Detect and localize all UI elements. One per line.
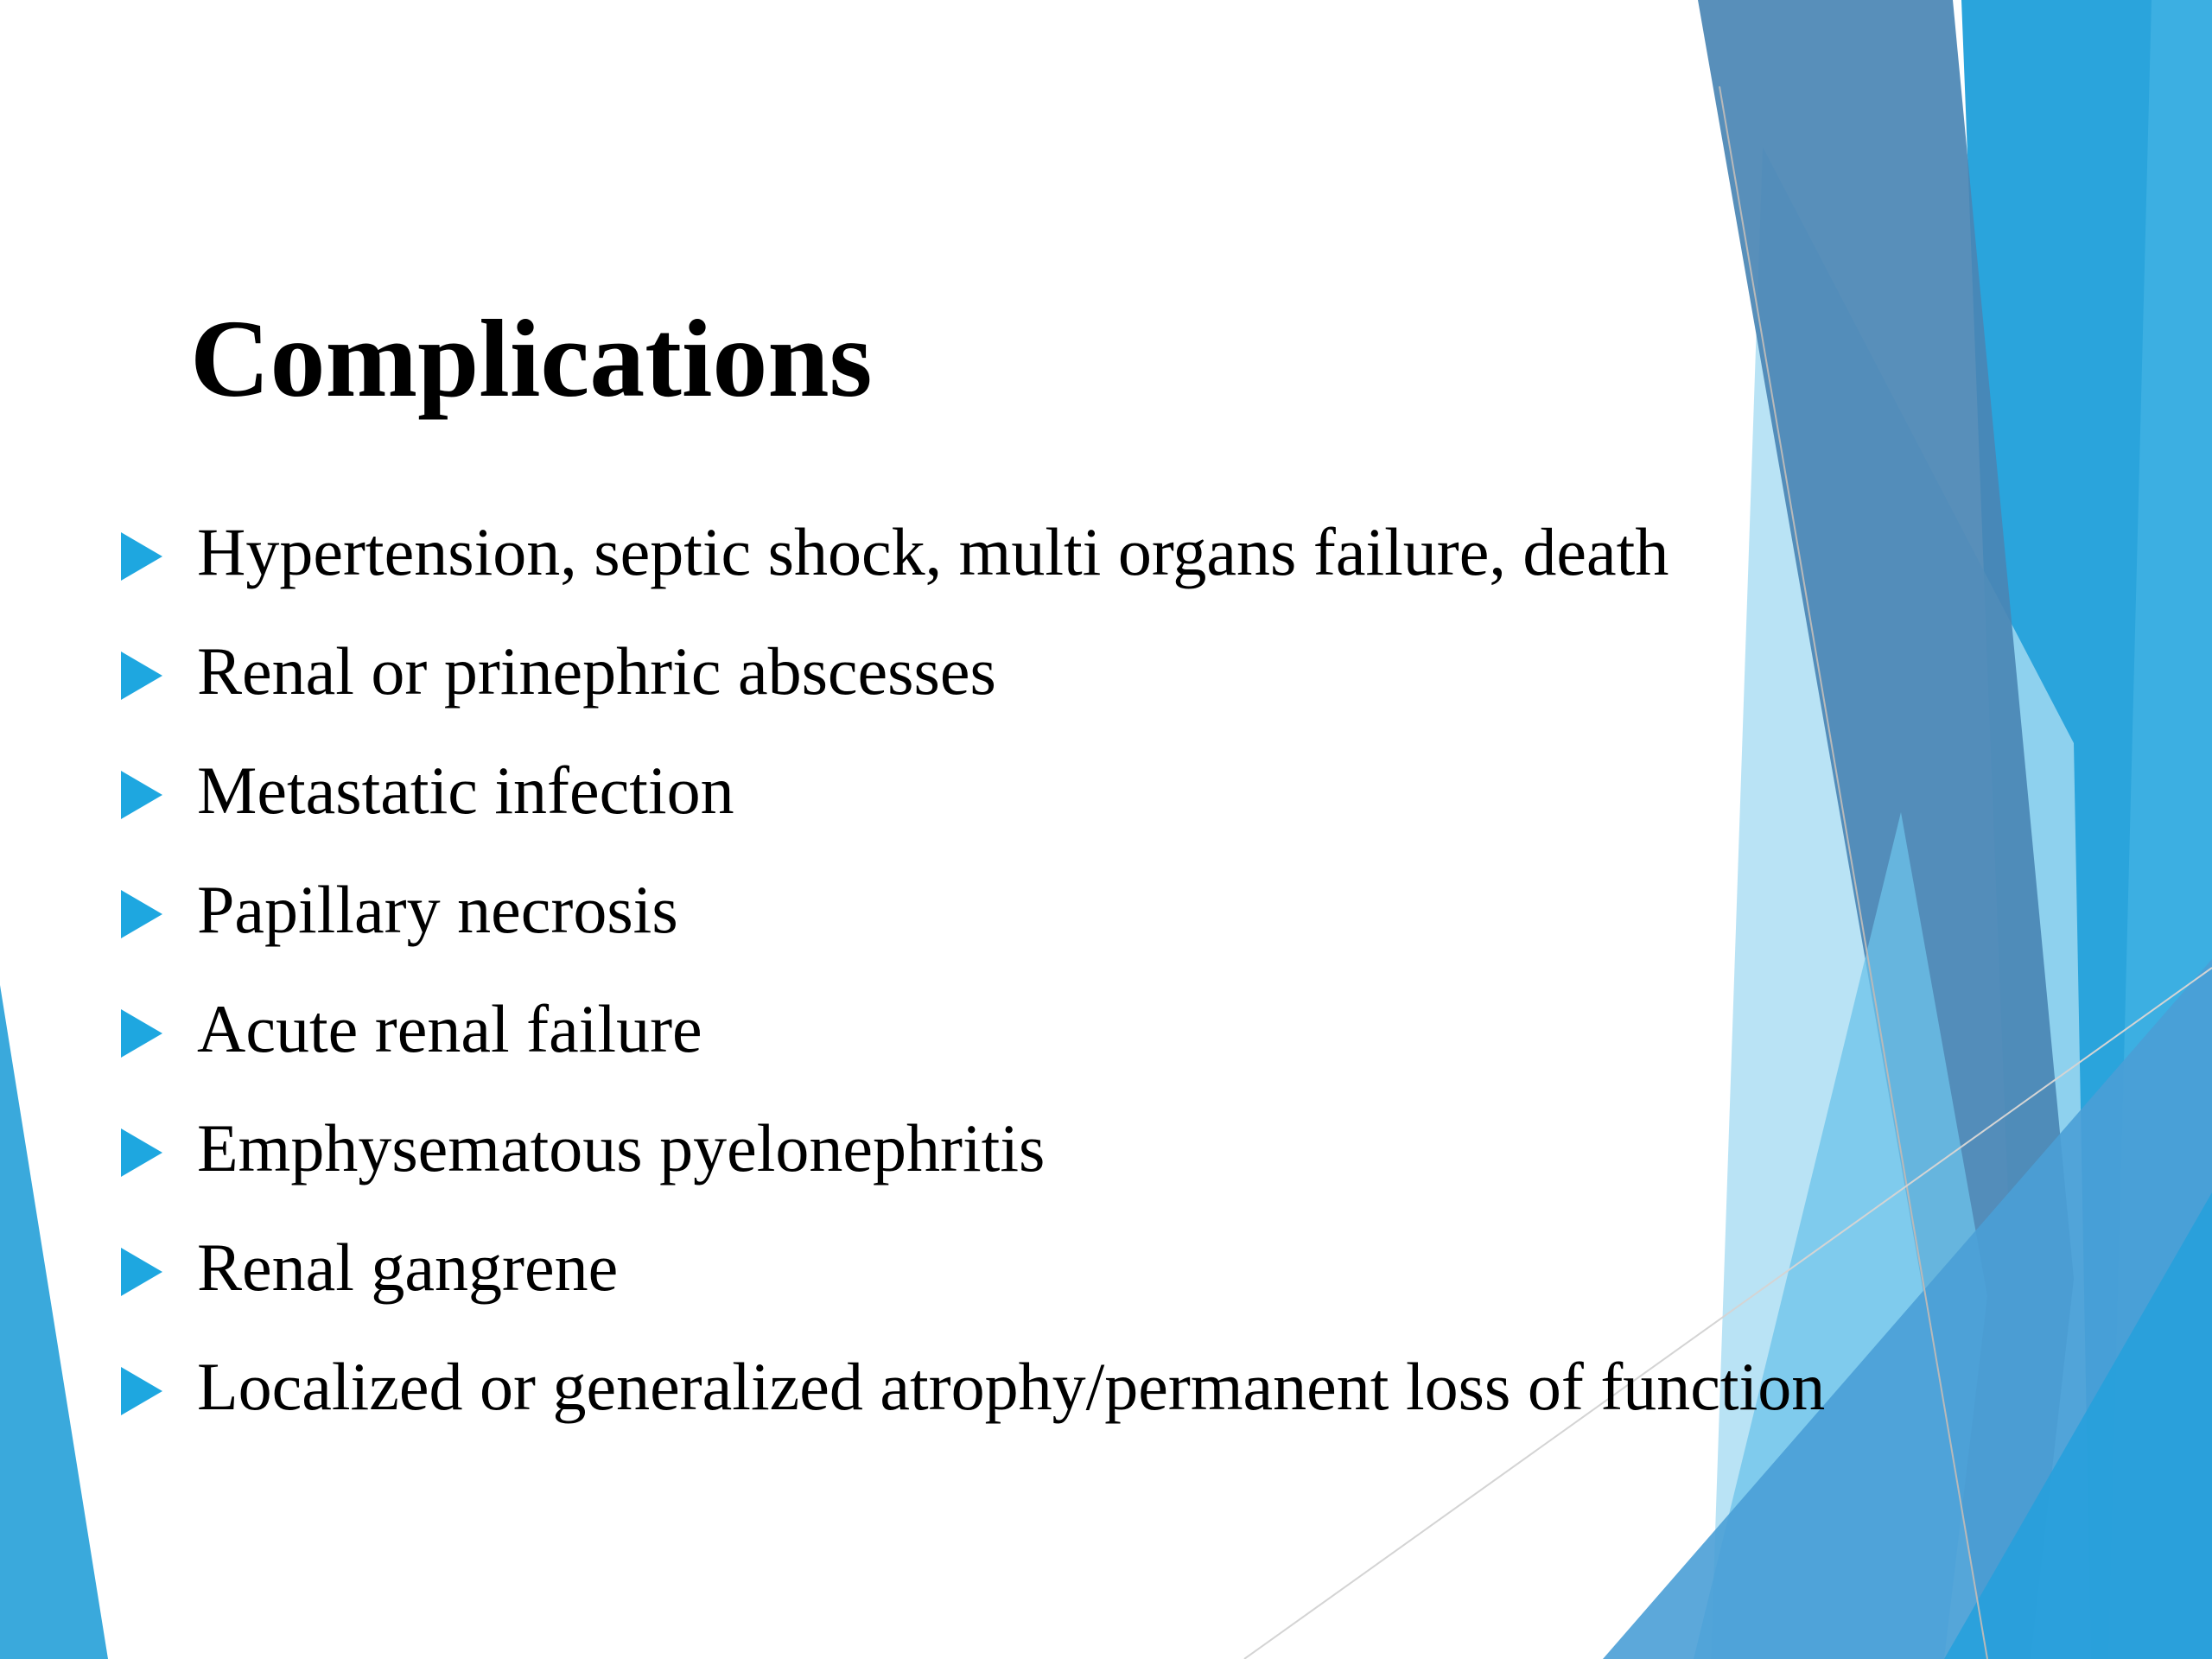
left-accent-shape — [0, 985, 108, 1659]
list-item-text: Metastatic infection — [197, 753, 734, 828]
list-item-text: Hypertension, septic shock, multi organs failure, death — [197, 514, 1669, 589]
list-item — [112, 1108, 1849, 1227]
list-item — [112, 988, 1849, 1108]
triangle-bullet-icon — [121, 1248, 162, 1296]
triangle-bullet-icon — [121, 1128, 162, 1177]
list-item-text: Renal or prinephric abscesses — [197, 633, 996, 709]
list-item — [112, 631, 1849, 750]
triangle-bullet-icon — [121, 771, 162, 819]
list-item — [112, 750, 1849, 869]
triangle-bullet-icon — [121, 1009, 162, 1058]
triangle-bullet-icon — [121, 1367, 162, 1415]
list-item-text: Localized or generalized atrophy/permanent loss of function — [197, 1349, 1826, 1424]
list-item-text: Papillary necrosis — [197, 872, 678, 947]
triangle-bullet-icon — [121, 532, 162, 581]
list-item — [112, 1346, 1830, 1427]
list-item-text: Emphysematous pyelonephritis — [197, 1110, 1046, 1185]
list-item-text: Acute renal failure — [197, 991, 702, 1066]
triangle-bullet-icon — [121, 652, 162, 700]
slide-title: Complications — [190, 297, 873, 420]
list-item — [112, 512, 1849, 631]
list-item-text: Renal gangrene — [197, 1230, 619, 1305]
triangle-bullet-icon — [121, 890, 162, 938]
complications-list — [112, 512, 1849, 1427]
list-item — [112, 1227, 1849, 1346]
list-item — [112, 869, 1849, 988]
